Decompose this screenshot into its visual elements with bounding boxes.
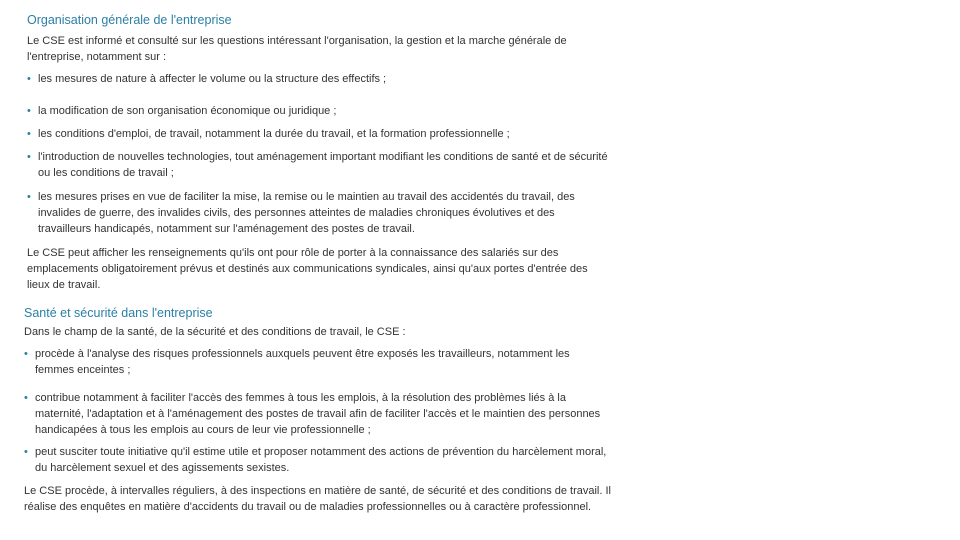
list-item [27,149,613,181]
bullet-icon: • [27,151,31,163]
list-item-text: la modification de son organisation économique ou juridique ; [38,105,337,117]
list-item-text: procède à l'analyse des risques professionnels auxquels peuvent être exposés les travailleurs, notamment les femmes enceintes ; [35,348,570,376]
bullet-icon: • [27,191,31,203]
list-item-text: les conditions d'emploi, de travail, notamment la durée du travail, et la formation professionnelle ; [38,128,510,140]
section-title-sante-securite: Santé et sécurité dans l'entreprise [24,306,213,320]
bullet-icon: • [24,446,28,458]
list-item [24,390,610,438]
section-closing-organisation: Le CSE peut afficher les renseignements qu'ils ont pour rôle de porter à la connaissance des salariés sur des emplacements obligatoirement prévus et destinés aux communications syndicales, ainsi qu'aux portes d'entrée des lieux de travail. [27,247,588,291]
list-item [24,444,610,476]
list-item [27,126,618,142]
section-intro-organisation: Le CSE est informé et consulté sur les questions intéressant l'organisation, la gestion et la marche générale de l'entreprise, notamment sur : [27,35,567,63]
list-item [27,189,608,237]
section-closing-sante-securite: Le CSE procède, à intervalles réguliers, à des inspections en matière de santé, de sécurité et des conditions de travail. Il réalise des enquêtes en matière d'accidents du travail ou de maladies professionnelles ou à caractère professionnel. [24,485,611,513]
list-item-text: contribue notamment à faciliter l'accès des femmes à tous les emplois, à la résolution des problèmes liés à la maternité, l'adaptation et à l'aménagement des postes de travail afin de faciliter l'accès et le maintien des personnes handicapées à tous les emplois au cours de leur vie professionnelle ; [35,392,601,436]
list-item-text: les mesures prises en vue de faciliter la mise, la remise ou le maintien au travail des accidentés du travail, des invalides de guerre, des invalides civils, des personnes atteintes de maladies chroniques évolutives et des travailleurs handicapés, notamment sur l'aménagement des postes de travail. [38,191,575,235]
bullet-icon: • [27,105,31,117]
bullet-icon: • [24,348,28,360]
bullet-icon: • [24,392,28,404]
list-item [24,346,610,378]
bullet-icon: • [27,128,31,140]
bullet-icon: • [27,73,31,85]
list-item-text: les mesures de nature à affecter le volume ou la structure des effectifs ; [38,73,387,85]
list-item [27,71,618,87]
list-item-text: l'introduction de nouvelles technologies, tout aménagement important modifiant les conditions de santé et de sécurité ou les conditions de travail ; [38,151,608,179]
list-item [27,103,618,119]
section-intro-sante-securite: Dans le champ de la santé, de la sécurité et des conditions de travail, le CSE : [24,326,406,338]
list-item-text: peut susciter toute initiative qu'il estime utile et proposer notamment des actions de prévention du harcèlement moral, du harcèlement sexuel et des agissements sexistes. [35,446,607,474]
section-title-organisation: Organisation générale de l'entreprise [27,13,232,27]
